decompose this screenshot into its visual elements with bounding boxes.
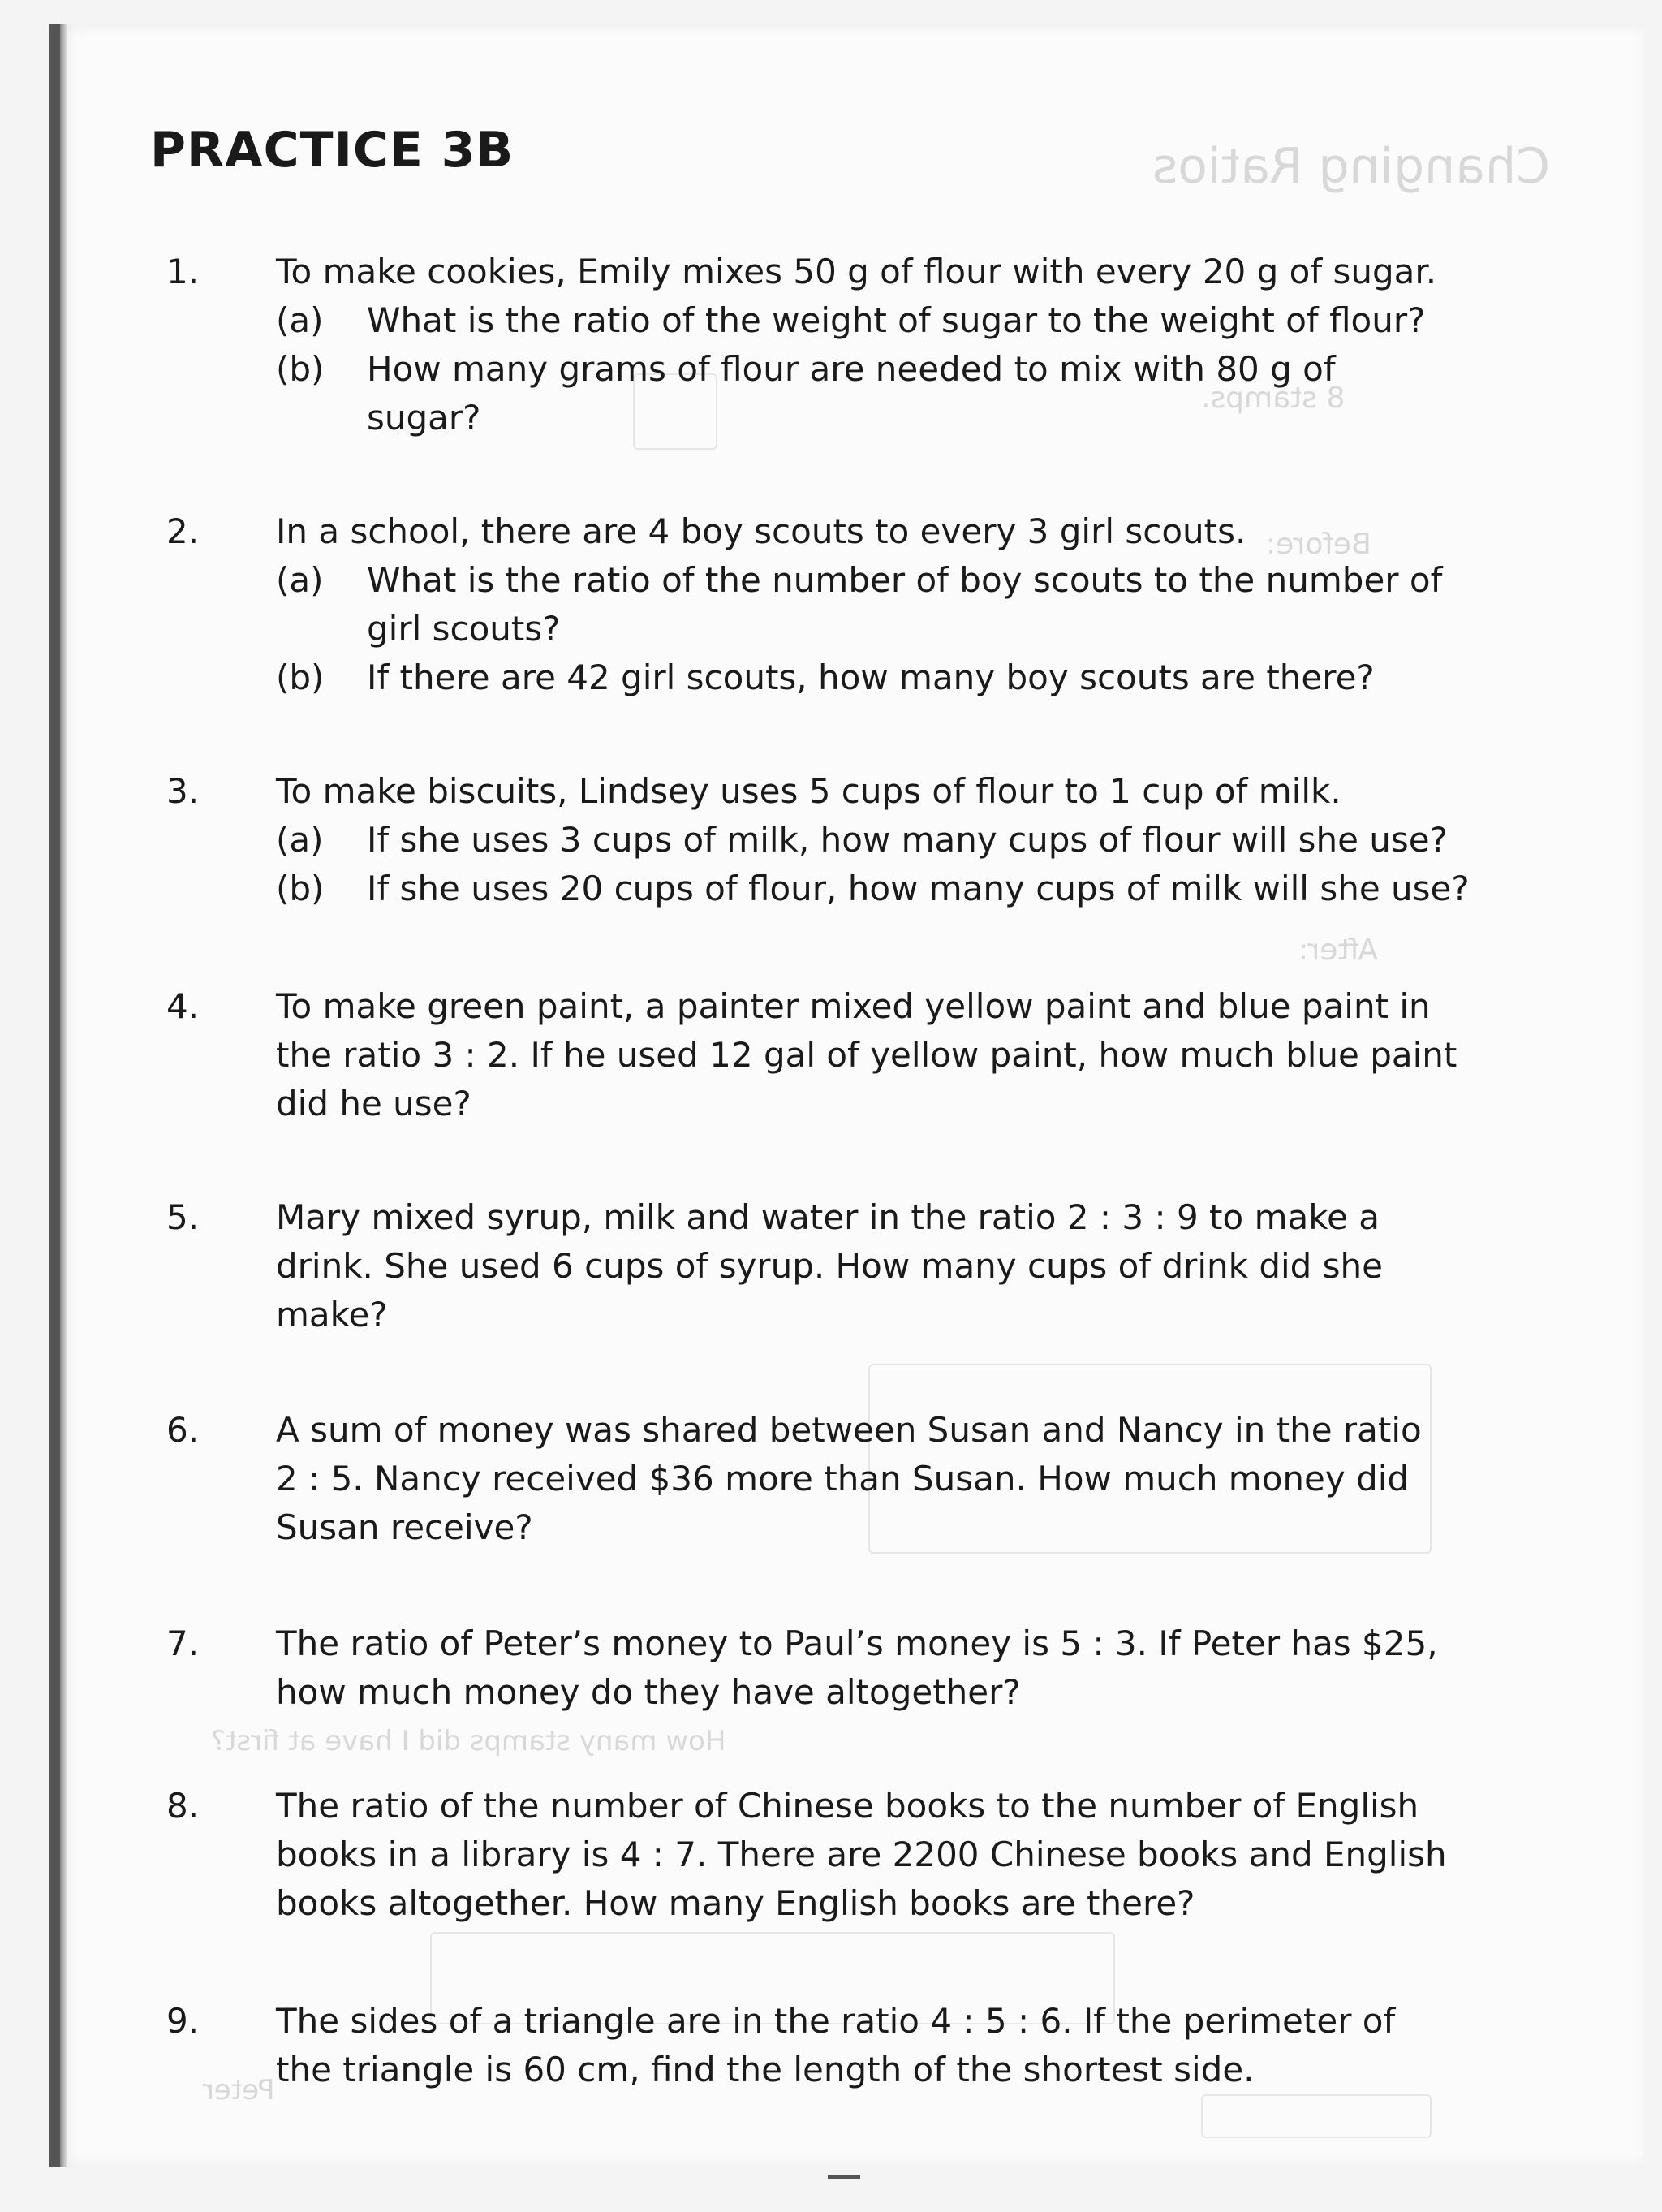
problem-text: drink. She used 6 cups of syrup. How many cups of drink did she [276, 1246, 1384, 1286]
page-footer-mark [828, 2175, 860, 2179]
problem-number: 5. [166, 1197, 200, 1237]
part-text: If she uses 3 cups of milk, how many cups of flour will she use? [367, 820, 1448, 860]
part-label: (a) [276, 560, 324, 600]
problem-text: Mary mixed syrup, milk and water in the ratio 2 : 3 : 9 to make a [276, 1197, 1380, 1237]
part-label: (b) [276, 869, 325, 908]
bleed-through-text: Peter [203, 2074, 275, 2106]
part-text: girl scouts? [367, 609, 561, 649]
part-label: (b) [276, 349, 325, 389]
problem-number: 9. [166, 2001, 200, 2041]
problem-number: 2. [166, 511, 200, 551]
part-label: (a) [276, 820, 324, 860]
bleed-through-text: 8 stamps. [1201, 382, 1346, 415]
problem-text: books in a library is 4 : 7. There are 2200 Chinese books and English [276, 1835, 1447, 1874]
problem-text: the triangle is 60 cm, find the length of the shortest side. [276, 2050, 1255, 2089]
problem-text: the ratio 3 : 2. If he used 12 gal of yellow paint, how much blue paint [276, 1035, 1457, 1075]
problem-text: The ratio of the number of Chinese books to the number of English [276, 1786, 1419, 1826]
problem-number: 7. [166, 1623, 200, 1663]
problem-text: A sum of money was shared between Susan and Nancy in the ratio [276, 1410, 1422, 1450]
part-text: What is the ratio of the number of boy scouts to the number of [367, 560, 1443, 600]
bleed-through-text: After: [1298, 934, 1378, 967]
bleed-through-heading: Changing Ratios [1152, 138, 1550, 195]
bleed-through-text: How many stamps did I have at first? [211, 1725, 726, 1757]
part-text: How many grams of flour are needed to mix with 80 g of [367, 349, 1336, 389]
problem-number: 1. [166, 252, 200, 291]
problem-text: To make green paint, a painter mixed yellow paint and blue paint in [276, 986, 1431, 1026]
problem-text: make? [276, 1295, 388, 1335]
problem-text: To make biscuits, Lindsey uses 5 cups of flour to 1 cup of milk. [276, 771, 1341, 811]
problem-text: did he use? [276, 1084, 471, 1123]
part-label: (a) [276, 300, 324, 340]
problem-number: 3. [166, 771, 200, 811]
problem-text: In a school, there are 4 boy scouts to every 3 girl scouts. [276, 511, 1246, 551]
problem-number: 8. [166, 1786, 200, 1826]
problem-text: The ratio of Peter’s money to Paul’s money is 5 : 3. If Peter has $25, [276, 1623, 1438, 1663]
problem-number: 6. [166, 1410, 200, 1450]
part-label: (b) [276, 658, 325, 697]
part-text: What is the ratio of the weight of sugar to the weight of flour? [367, 300, 1426, 340]
bleed-through-text: Before: [1266, 528, 1371, 561]
problem-text: To make cookies, Emily mixes 50 g of flour with every 20 g of sugar. [276, 252, 1437, 291]
problem-text: books altogether. How many English books are there? [276, 1883, 1195, 1923]
problem-text: how much money do they have altogether? [276, 1672, 1021, 1712]
problem-text: The sides of a triangle are in the ratio 4 : 5 : 6. If the perimeter of [276, 2001, 1396, 2041]
problem-text: 2 : 5. Nancy received $36 more than Susan. How much money did [276, 1459, 1410, 1498]
part-text: If she uses 20 cups of flour, how many cups of milk will she use? [367, 869, 1470, 908]
problem-number: 4. [166, 986, 200, 1026]
problem-text: Susan receive? [276, 1507, 533, 1547]
page-title: PRACTICE 3B [150, 122, 515, 179]
part-text: sugar? [367, 398, 481, 438]
part-text: If there are 42 girl scouts, how many boy scouts are there? [367, 658, 1375, 697]
